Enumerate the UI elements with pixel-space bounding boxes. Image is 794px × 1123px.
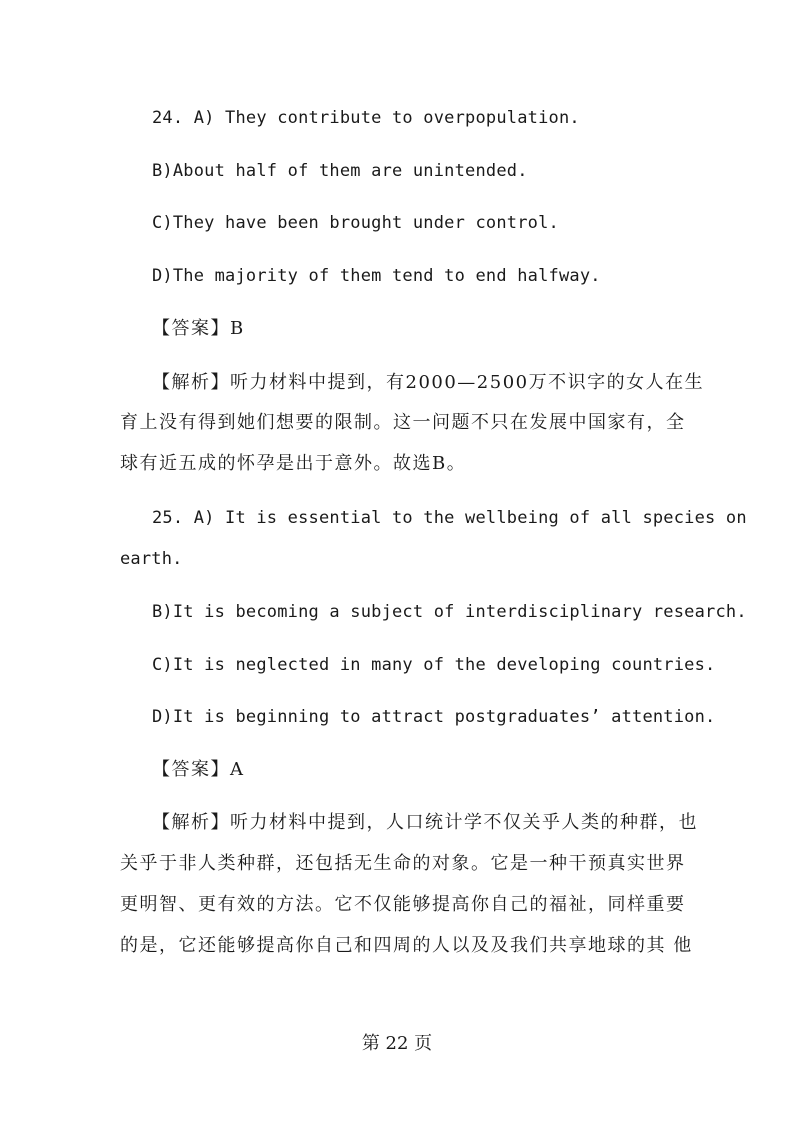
q25-answer: 【答案】A bbox=[152, 759, 245, 780]
q24-analysis-line-2: 育上没有得到她们想要的限制。这一问题不只在发展中国家有，全 bbox=[120, 412, 686, 433]
q24-analysis-line-3: 球有近五成的怀孕是出于意外。故选B。 bbox=[120, 453, 467, 474]
q25-analysis-line-3: 更明智、更有效的方法。它不仅能够提高你自己的福祉，同样重要 bbox=[120, 894, 686, 915]
q24-analysis-line-1: 【解析】听力材料中提到，有2000—2500万不识字的女人在生 bbox=[152, 372, 705, 393]
q25-analysis-line-1: 【解析】听力材料中提到，人口统计学不仅关乎人类的种群，也 bbox=[152, 812, 698, 833]
q25-analysis-line-4: 的是，它还能够提高你自己和四周的人以及及我们共享地球的其 他 bbox=[120, 935, 693, 956]
q25-option-a: 25. A) It is essential to the wellbeing of all species on bbox=[152, 508, 747, 528]
q25-option-b: B)It is becoming a subject of interdisciplinary research. bbox=[152, 602, 747, 622]
q24-option-b: B)About half of them are unintended. bbox=[152, 161, 528, 181]
q24-option-c: C)They have been brought under control. bbox=[152, 213, 559, 233]
q25-analysis-line-2: 关乎于非人类种群，还包括无生命的对象。它是一种干预真实世界 bbox=[120, 853, 686, 874]
q25-option-c: C)It is neglected in many of the developing countries. bbox=[152, 655, 716, 675]
q24-option-d: D)The majority of them tend to end halfway. bbox=[152, 266, 601, 286]
q24-option-a: 24. A) They contribute to overpopulation. bbox=[152, 108, 580, 128]
q25-option-d: D)It is beginning to attract postgraduates’ attention. bbox=[152, 707, 716, 727]
q25-option-a-continued: earth. bbox=[120, 549, 183, 569]
page-number-footer: 第 22 页 bbox=[361, 1033, 433, 1054]
q24-answer: 【答案】B bbox=[152, 318, 245, 339]
